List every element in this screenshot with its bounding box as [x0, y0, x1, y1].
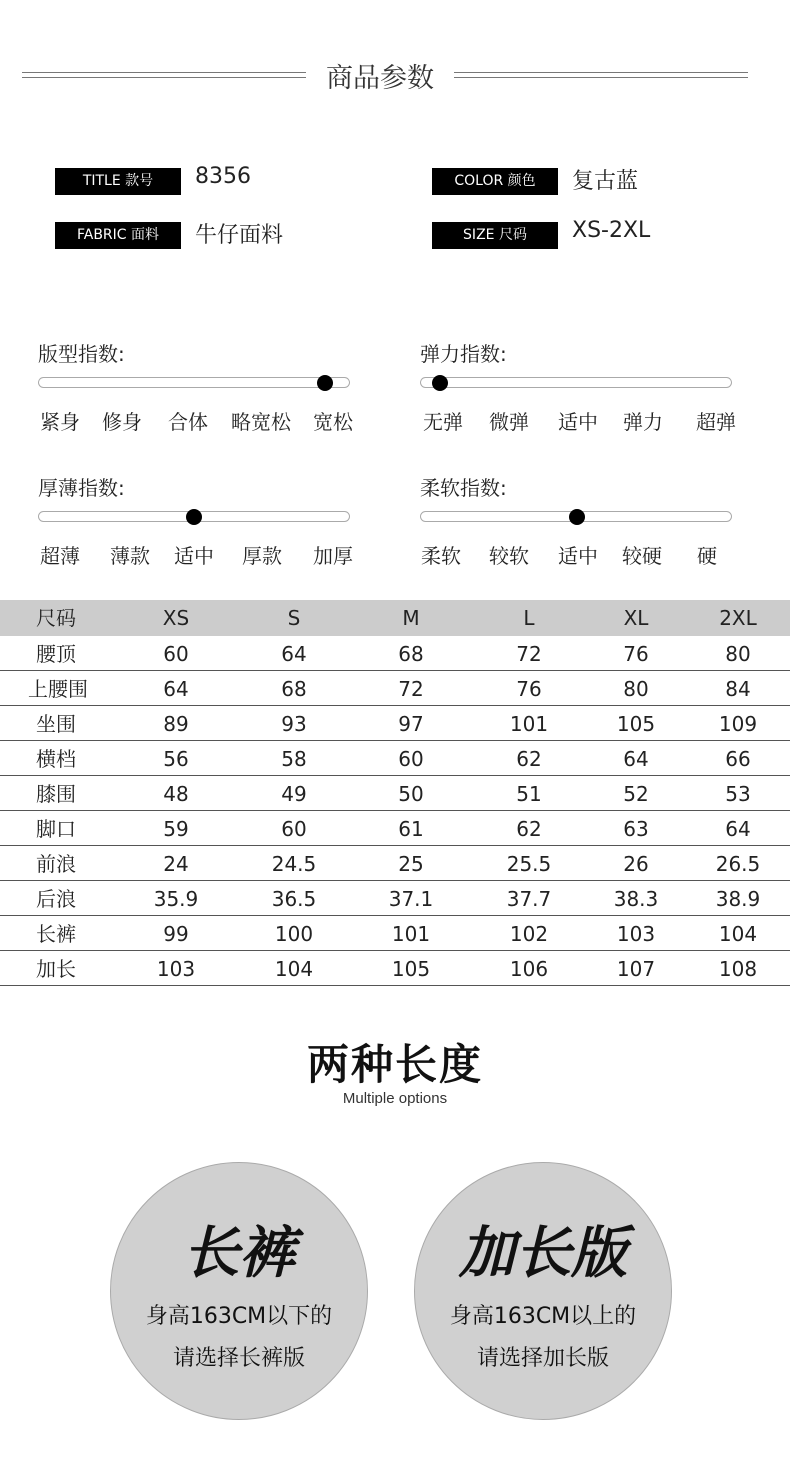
table-header-cell: 尺码: [36, 606, 76, 630]
info-color-value: 复古蓝: [572, 169, 639, 194]
thickness-index-option: 加厚: [313, 544, 353, 568]
length-option-name: 长裤: [183, 1221, 295, 1286]
header-divider-left: [22, 72, 306, 78]
table-cell: 26: [623, 852, 649, 876]
info-fabric-tag: FABRIC 面料: [55, 222, 181, 249]
table-cell: 103: [156, 957, 196, 981]
table-cell: 腰顶: [36, 642, 76, 666]
thickness-index-option: 适中: [174, 544, 214, 568]
table-row: [0, 811, 790, 846]
table-header-cell: M: [402, 606, 420, 630]
softness-index-option: 适中: [558, 544, 598, 568]
table-cell: 37.7: [506, 887, 552, 911]
softness-index-option: 硬: [697, 544, 717, 568]
table-cell: 坐围: [36, 712, 76, 736]
info-title-tag: TITLE 款号: [55, 168, 181, 195]
table-cell: 25.5: [506, 852, 552, 876]
softness-index-label: 柔软指数:: [420, 476, 507, 500]
table-cell: 66: [725, 747, 751, 771]
stretch-index-knob: [432, 375, 448, 391]
table-cell: 58: [281, 747, 307, 771]
softness-index-option: 较硬: [622, 544, 662, 568]
softness-index: [420, 472, 732, 572]
table-cell: 24.5: [271, 852, 317, 876]
table-cell: 105: [391, 957, 431, 981]
softness-index-knob: [569, 509, 585, 525]
lengths-title: 两种长度: [306, 1040, 483, 1089]
table-row: [0, 741, 790, 776]
length-option-extended: [414, 1162, 672, 1420]
table-cell: 99: [163, 922, 189, 946]
softness-index-option: 柔软: [421, 544, 461, 568]
table-cell: 前浪: [36, 852, 76, 876]
table-cell: 横档: [36, 747, 76, 771]
stretch-index-label: 弹力指数:: [420, 342, 507, 366]
table-cell: 56: [163, 747, 189, 771]
fit-index-option: 略宽松: [231, 410, 291, 434]
table-cell: 68: [281, 677, 307, 701]
table-cell: 109: [718, 712, 758, 736]
info-title-value: 8356: [195, 164, 251, 189]
info-fabric-value: 牛仔面料: [195, 223, 284, 248]
table-cell: 68: [398, 642, 424, 666]
stretch-index-option: 弹力: [623, 410, 663, 434]
table-cell: 105: [616, 712, 656, 736]
table-header-row: [0, 600, 790, 636]
table-cell: 36.5: [271, 887, 317, 911]
table-header-cell: XS: [162, 606, 190, 630]
table-cell: 长裤: [36, 922, 76, 946]
thickness-index-label: 厚薄指数:: [38, 476, 125, 500]
table-cell: 25: [398, 852, 424, 876]
table-row: [0, 671, 790, 706]
stretch-index: [420, 338, 736, 438]
table-cell: 后浪: [36, 887, 76, 911]
fit-index-option: 紧身: [40, 410, 80, 434]
table-cell: 64: [163, 677, 189, 701]
table-header-cell: XL: [623, 606, 649, 630]
thickness-index-knob: [186, 509, 202, 525]
length-option-regular: [110, 1162, 368, 1420]
stretch-index-track: [420, 377, 732, 388]
table-cell: 63: [623, 817, 649, 841]
table-row: [0, 846, 790, 881]
table-cell: 64: [281, 642, 307, 666]
table-row: [0, 881, 790, 916]
size-table: [0, 600, 790, 986]
table-cell: 93: [281, 712, 307, 736]
table-header-cell: 2XL: [719, 606, 757, 630]
fit-index: [38, 338, 353, 438]
table-cell: 上腰围: [28, 677, 88, 701]
length-option-advice: 请选择加长版: [476, 1346, 609, 1371]
section-header: [0, 52, 790, 96]
table-cell: 80: [623, 677, 649, 701]
stretch-index-option: 无弹: [423, 410, 463, 434]
table-cell: 60: [281, 817, 307, 841]
table-row: [0, 951, 790, 986]
info-size-value: XS-2XL: [572, 218, 651, 243]
table-cell: 101: [391, 922, 431, 946]
table-header-cell: S: [287, 606, 301, 630]
table-cell: 49: [281, 782, 307, 806]
fit-index-option: 合体: [168, 410, 208, 434]
fit-index-track: [38, 377, 350, 388]
table-header-cell: L: [523, 606, 535, 630]
thickness-index: [38, 472, 353, 572]
table-row: [0, 776, 790, 811]
table-cell: 26.5: [715, 852, 761, 876]
table-row: [0, 706, 790, 741]
table-cell: 62: [516, 817, 542, 841]
info-size-tag: SIZE 尺码: [432, 222, 558, 249]
table-cell: 59: [163, 817, 189, 841]
table-cell: 38.3: [613, 887, 659, 911]
table-cell: 35.9: [153, 887, 199, 911]
stretch-index-option: 适中: [558, 410, 598, 434]
thickness-index-option: 厚款: [242, 544, 282, 568]
table-cell: 101: [509, 712, 549, 736]
thickness-index-option: 超薄: [40, 544, 80, 568]
table-cell: 104: [274, 957, 314, 981]
table-cell: 80: [725, 642, 751, 666]
table-cell: 108: [718, 957, 758, 981]
table-cell: 61: [398, 817, 424, 841]
table-cell: 72: [398, 677, 424, 701]
table-cell: 72: [516, 642, 542, 666]
table-cell: 53: [725, 782, 751, 806]
table-row: [0, 636, 790, 671]
stretch-index-option: 超弹: [696, 410, 736, 434]
softness-index-option: 较软: [489, 544, 529, 568]
table-cell: 51: [516, 782, 542, 806]
table-cell: 50: [398, 782, 424, 806]
table-cell: 24: [163, 852, 189, 876]
section-title: 商品参数: [326, 63, 434, 94]
thickness-index-option: 薄款: [110, 544, 150, 568]
table-cell: 60: [398, 747, 424, 771]
header-divider-right: [454, 72, 748, 78]
table-cell: 64: [623, 747, 649, 771]
table-cell: 103: [616, 922, 656, 946]
fit-index-option: 宽松: [313, 410, 353, 434]
table-cell: 106: [509, 957, 549, 981]
length-option-name: 加长版: [459, 1221, 627, 1286]
info-color-tag: COLOR 颜色: [432, 168, 558, 195]
table-cell: 76: [623, 642, 649, 666]
table-cell: 膝围: [36, 782, 76, 806]
table-cell: 102: [509, 922, 549, 946]
table-cell: 97: [398, 712, 424, 736]
table-row: [0, 916, 790, 951]
stretch-index-option: 微弹: [489, 410, 529, 434]
table-cell: 37.1: [388, 887, 434, 911]
table-cell: 84: [725, 677, 751, 701]
fit-index-label: 版型指数:: [38, 342, 125, 366]
table-cell: 107: [616, 957, 656, 981]
table-cell: 48: [163, 782, 189, 806]
table-cell: 加长: [36, 957, 76, 981]
length-option-height: 身高163CM以上的: [449, 1304, 637, 1329]
table-cell: 89: [163, 712, 189, 736]
table-cell: 52: [623, 782, 649, 806]
fit-index-option: 修身: [102, 410, 142, 434]
table-cell: 脚口: [36, 817, 76, 841]
table-cell: 104: [718, 922, 758, 946]
table-cell: 60: [163, 642, 189, 666]
length-option-height: 身高163CM以下的: [145, 1304, 333, 1329]
table-cell: 64: [725, 817, 751, 841]
length-option-advice: 请选择长裤版: [172, 1346, 305, 1371]
table-cell: 76: [516, 677, 542, 701]
table-cell: 38.9: [715, 887, 761, 911]
fit-index-knob: [317, 375, 333, 391]
lengths-subtitle: Multiple options: [342, 1090, 448, 1107]
table-cell: 100: [274, 922, 314, 946]
table-cell: 62: [516, 747, 542, 771]
